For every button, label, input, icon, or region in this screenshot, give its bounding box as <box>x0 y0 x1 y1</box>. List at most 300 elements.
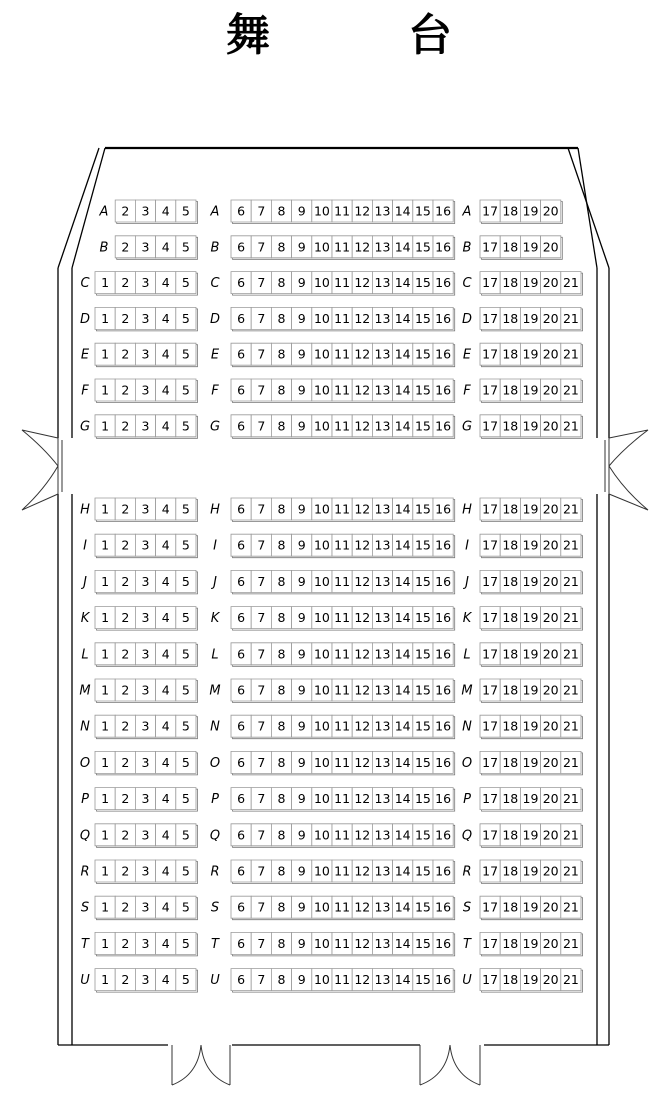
seat-F-11[interactable] <box>332 379 352 401</box>
seat-A-20[interactable] <box>541 200 561 222</box>
seat-G-16[interactable] <box>433 415 453 437</box>
seat-O-6[interactable] <box>231 751 251 773</box>
seat-M-20[interactable] <box>541 679 561 701</box>
seat-K-14[interactable] <box>393 607 413 629</box>
seat-B-17[interactable] <box>480 236 500 258</box>
seat-T-20[interactable] <box>541 932 561 954</box>
seat-O-4[interactable] <box>156 751 176 773</box>
seat-S-17[interactable] <box>480 896 500 918</box>
seat-U-13[interactable] <box>372 969 392 991</box>
seat-F-19[interactable] <box>520 379 540 401</box>
seat-S-7[interactable] <box>251 896 271 918</box>
seat-I-3[interactable] <box>135 534 155 556</box>
seat-K-13[interactable] <box>372 607 392 629</box>
seat-P-20[interactable] <box>541 788 561 810</box>
seat-K-16[interactable] <box>433 607 453 629</box>
seat-P-2[interactable] <box>115 788 135 810</box>
seat-O-3[interactable] <box>135 751 155 773</box>
seat-C-11[interactable] <box>332 272 352 294</box>
seat-N-10[interactable] <box>312 715 332 737</box>
seat-J-11[interactable] <box>332 570 352 592</box>
seat-D-18[interactable] <box>500 307 520 329</box>
seat-E-21[interactable] <box>561 343 581 365</box>
seat-B-6[interactable] <box>231 236 251 258</box>
seat-F-21[interactable] <box>561 379 581 401</box>
seat-E-12[interactable] <box>352 343 372 365</box>
seat-M-2[interactable] <box>115 679 135 701</box>
seat-M-16[interactable] <box>433 679 453 701</box>
seat-D-1[interactable] <box>95 307 115 329</box>
seat-S-16[interactable] <box>433 896 453 918</box>
seat-G-20[interactable] <box>541 415 561 437</box>
seat-I-6[interactable] <box>231 534 251 556</box>
seat-E-3[interactable] <box>135 343 155 365</box>
seat-O-7[interactable] <box>251 751 271 773</box>
seat-F-4[interactable] <box>156 379 176 401</box>
seat-A-4[interactable] <box>156 200 176 222</box>
seat-P-6[interactable] <box>231 788 251 810</box>
seat-D-17[interactable] <box>480 307 500 329</box>
seat-O-2[interactable] <box>115 751 135 773</box>
seat-R-6[interactable] <box>231 860 251 882</box>
seat-E-17[interactable] <box>480 343 500 365</box>
seat-S-8[interactable] <box>271 896 291 918</box>
seat-N-15[interactable] <box>413 715 433 737</box>
seat-I-12[interactable] <box>352 534 372 556</box>
seat-F-1[interactable] <box>95 379 115 401</box>
seat-F-16[interactable] <box>433 379 453 401</box>
seat-S-21[interactable] <box>561 896 581 918</box>
seat-D-9[interactable] <box>292 307 312 329</box>
seat-N-7[interactable] <box>251 715 271 737</box>
seat-F-8[interactable] <box>271 379 291 401</box>
seat-E-11[interactable] <box>332 343 352 365</box>
seat-I-13[interactable] <box>372 534 392 556</box>
seat-J-4[interactable] <box>156 570 176 592</box>
seat-C-3[interactable] <box>135 272 155 294</box>
seat-F-5[interactable] <box>176 379 196 401</box>
seat-J-18[interactable] <box>500 570 520 592</box>
seat-J-14[interactable] <box>393 570 413 592</box>
seat-F-3[interactable] <box>135 379 155 401</box>
seat-T-14[interactable] <box>393 932 413 954</box>
seat-H-12[interactable] <box>352 498 372 520</box>
seat-M-9[interactable] <box>292 679 312 701</box>
seat-A-9[interactable] <box>292 200 312 222</box>
seat-O-14[interactable] <box>393 751 413 773</box>
seat-E-6[interactable] <box>231 343 251 365</box>
seat-H-3[interactable] <box>135 498 155 520</box>
seat-E-8[interactable] <box>271 343 291 365</box>
seat-N-1[interactable] <box>95 715 115 737</box>
seat-M-6[interactable] <box>231 679 251 701</box>
seat-P-1[interactable] <box>95 788 115 810</box>
seat-P-4[interactable] <box>156 788 176 810</box>
seat-E-10[interactable] <box>312 343 332 365</box>
seat-E-4[interactable] <box>156 343 176 365</box>
seat-A-16[interactable] <box>433 200 453 222</box>
seat-R-3[interactable] <box>135 860 155 882</box>
seat-D-11[interactable] <box>332 307 352 329</box>
left-side-door[interactable] <box>22 430 62 510</box>
seat-R-10[interactable] <box>312 860 332 882</box>
seat-R-21[interactable] <box>561 860 581 882</box>
seat-I-20[interactable] <box>541 534 561 556</box>
seat-J-2[interactable] <box>115 570 135 592</box>
seat-L-6[interactable] <box>231 643 251 665</box>
seat-J-6[interactable] <box>231 570 251 592</box>
seat-S-2[interactable] <box>115 896 135 918</box>
seat-L-14[interactable] <box>393 643 413 665</box>
seat-T-10[interactable] <box>312 932 332 954</box>
seat-E-13[interactable] <box>372 343 392 365</box>
seat-P-3[interactable] <box>135 788 155 810</box>
seat-E-9[interactable] <box>292 343 312 365</box>
seat-A-14[interactable] <box>393 200 413 222</box>
seat-I-1[interactable] <box>95 534 115 556</box>
seat-P-16[interactable] <box>433 788 453 810</box>
seat-H-10[interactable] <box>312 498 332 520</box>
seat-N-6[interactable] <box>231 715 251 737</box>
seat-K-7[interactable] <box>251 607 271 629</box>
seat-U-3[interactable] <box>135 969 155 991</box>
seat-Q-9[interactable] <box>292 824 312 846</box>
seat-N-11[interactable] <box>332 715 352 737</box>
seat-T-16[interactable] <box>433 932 453 954</box>
seat-E-19[interactable] <box>520 343 540 365</box>
seat-M-18[interactable] <box>500 679 520 701</box>
seat-N-17[interactable] <box>480 715 500 737</box>
seat-T-15[interactable] <box>413 932 433 954</box>
seat-T-4[interactable] <box>156 932 176 954</box>
seat-H-8[interactable] <box>271 498 291 520</box>
seat-H-21[interactable] <box>561 498 581 520</box>
seat-T-13[interactable] <box>372 932 392 954</box>
seat-E-7[interactable] <box>251 343 271 365</box>
seat-K-9[interactable] <box>292 607 312 629</box>
seat-N-20[interactable] <box>541 715 561 737</box>
seat-E-16[interactable] <box>433 343 453 365</box>
seat-S-5[interactable] <box>176 896 196 918</box>
seat-I-4[interactable] <box>156 534 176 556</box>
seat-J-7[interactable] <box>251 570 271 592</box>
seat-H-7[interactable] <box>251 498 271 520</box>
seat-Q-11[interactable] <box>332 824 352 846</box>
seat-O-15[interactable] <box>413 751 433 773</box>
seat-K-15[interactable] <box>413 607 433 629</box>
seat-I-17[interactable] <box>480 534 500 556</box>
seat-H-19[interactable] <box>520 498 540 520</box>
seat-Q-17[interactable] <box>480 824 500 846</box>
seat-O-20[interactable] <box>541 751 561 773</box>
seat-P-21[interactable] <box>561 788 581 810</box>
seat-H-1[interactable] <box>95 498 115 520</box>
seat-Q-13[interactable] <box>372 824 392 846</box>
seat-L-3[interactable] <box>135 643 155 665</box>
seat-B-3[interactable] <box>135 236 155 258</box>
seat-C-5[interactable] <box>176 272 196 294</box>
seat-C-12[interactable] <box>352 272 372 294</box>
seat-U-17[interactable] <box>480 969 500 991</box>
seat-L-1[interactable] <box>95 643 115 665</box>
seat-J-1[interactable] <box>95 570 115 592</box>
seat-G-12[interactable] <box>352 415 372 437</box>
seat-F-2[interactable] <box>115 379 135 401</box>
seat-I-18[interactable] <box>500 534 520 556</box>
seat-S-6[interactable] <box>231 896 251 918</box>
seat-J-17[interactable] <box>480 570 500 592</box>
seat-K-10[interactable] <box>312 607 332 629</box>
seat-O-12[interactable] <box>352 751 372 773</box>
seat-J-10[interactable] <box>312 570 332 592</box>
seat-N-14[interactable] <box>393 715 413 737</box>
seat-N-21[interactable] <box>561 715 581 737</box>
seat-Q-21[interactable] <box>561 824 581 846</box>
seat-S-12[interactable] <box>352 896 372 918</box>
seat-S-13[interactable] <box>372 896 392 918</box>
seat-C-20[interactable] <box>541 272 561 294</box>
seat-C-2[interactable] <box>115 272 135 294</box>
seat-F-20[interactable] <box>541 379 561 401</box>
seat-O-11[interactable] <box>332 751 352 773</box>
seat-G-5[interactable] <box>176 415 196 437</box>
seat-M-19[interactable] <box>520 679 540 701</box>
seat-C-6[interactable] <box>231 272 251 294</box>
seat-D-5[interactable] <box>176 307 196 329</box>
seat-J-20[interactable] <box>541 570 561 592</box>
seat-O-19[interactable] <box>520 751 540 773</box>
seat-C-4[interactable] <box>156 272 176 294</box>
seat-L-4[interactable] <box>156 643 176 665</box>
seat-D-4[interactable] <box>156 307 176 329</box>
seat-P-18[interactable] <box>500 788 520 810</box>
seat-F-18[interactable] <box>500 379 520 401</box>
seat-L-5[interactable] <box>176 643 196 665</box>
seat-F-7[interactable] <box>251 379 271 401</box>
seat-N-5[interactable] <box>176 715 196 737</box>
seat-G-13[interactable] <box>372 415 392 437</box>
seat-O-8[interactable] <box>271 751 291 773</box>
seat-B-4[interactable] <box>156 236 176 258</box>
seat-T-3[interactable] <box>135 932 155 954</box>
seat-N-16[interactable] <box>433 715 453 737</box>
seat-C-16[interactable] <box>433 272 453 294</box>
seat-Q-3[interactable] <box>135 824 155 846</box>
seat-U-6[interactable] <box>231 969 251 991</box>
seat-F-13[interactable] <box>372 379 392 401</box>
seat-I-19[interactable] <box>520 534 540 556</box>
seat-C-8[interactable] <box>271 272 291 294</box>
seat-D-16[interactable] <box>433 307 453 329</box>
seat-J-9[interactable] <box>292 570 312 592</box>
seat-M-14[interactable] <box>393 679 413 701</box>
seat-D-20[interactable] <box>541 307 561 329</box>
seat-C-18[interactable] <box>500 272 520 294</box>
seat-G-9[interactable] <box>292 415 312 437</box>
seat-T-12[interactable] <box>352 932 372 954</box>
seat-G-14[interactable] <box>393 415 413 437</box>
seat-N-2[interactable] <box>115 715 135 737</box>
seat-L-17[interactable] <box>480 643 500 665</box>
seat-J-19[interactable] <box>520 570 540 592</box>
seat-I-15[interactable] <box>413 534 433 556</box>
seat-G-21[interactable] <box>561 415 581 437</box>
seat-G-7[interactable] <box>251 415 271 437</box>
seat-O-17[interactable] <box>480 751 500 773</box>
seat-A-15[interactable] <box>413 200 433 222</box>
seat-Q-4[interactable] <box>156 824 176 846</box>
seat-G-17[interactable] <box>480 415 500 437</box>
seat-K-4[interactable] <box>156 607 176 629</box>
seat-M-21[interactable] <box>561 679 581 701</box>
seat-Q-8[interactable] <box>271 824 291 846</box>
seat-P-7[interactable] <box>251 788 271 810</box>
seat-I-14[interactable] <box>393 534 413 556</box>
seat-S-1[interactable] <box>95 896 115 918</box>
seat-S-11[interactable] <box>332 896 352 918</box>
seat-H-11[interactable] <box>332 498 352 520</box>
seat-A-6[interactable] <box>231 200 251 222</box>
seat-H-5[interactable] <box>176 498 196 520</box>
seat-D-12[interactable] <box>352 307 372 329</box>
seat-A-2[interactable] <box>115 200 135 222</box>
seat-H-4[interactable] <box>156 498 176 520</box>
seat-K-1[interactable] <box>95 607 115 629</box>
seat-Q-1[interactable] <box>95 824 115 846</box>
seat-K-6[interactable] <box>231 607 251 629</box>
seat-K-8[interactable] <box>271 607 291 629</box>
seat-C-13[interactable] <box>372 272 392 294</box>
seat-N-13[interactable] <box>372 715 392 737</box>
seat-H-17[interactable] <box>480 498 500 520</box>
seat-Q-6[interactable] <box>231 824 251 846</box>
seat-F-12[interactable] <box>352 379 372 401</box>
seat-F-6[interactable] <box>231 379 251 401</box>
bottom-right-door[interactable] <box>420 1045 480 1085</box>
seat-G-3[interactable] <box>135 415 155 437</box>
seat-R-11[interactable] <box>332 860 352 882</box>
seat-T-2[interactable] <box>115 932 135 954</box>
seat-Q-18[interactable] <box>500 824 520 846</box>
seat-U-12[interactable] <box>352 969 372 991</box>
seat-F-15[interactable] <box>413 379 433 401</box>
seat-D-8[interactable] <box>271 307 291 329</box>
seat-U-10[interactable] <box>312 969 332 991</box>
seat-M-8[interactable] <box>271 679 291 701</box>
seat-Q-10[interactable] <box>312 824 332 846</box>
seat-T-18[interactable] <box>500 932 520 954</box>
seat-J-15[interactable] <box>413 570 433 592</box>
seat-E-1[interactable] <box>95 343 115 365</box>
seat-I-9[interactable] <box>292 534 312 556</box>
seat-U-15[interactable] <box>413 969 433 991</box>
seat-I-21[interactable] <box>561 534 581 556</box>
seat-M-17[interactable] <box>480 679 500 701</box>
seat-M-5[interactable] <box>176 679 196 701</box>
seat-H-6[interactable] <box>231 498 251 520</box>
seat-J-8[interactable] <box>271 570 291 592</box>
seat-E-15[interactable] <box>413 343 433 365</box>
seat-R-17[interactable] <box>480 860 500 882</box>
seat-P-5[interactable] <box>176 788 196 810</box>
seat-H-14[interactable] <box>393 498 413 520</box>
seat-N-4[interactable] <box>156 715 176 737</box>
seat-A-12[interactable] <box>352 200 372 222</box>
seat-B-2[interactable] <box>115 236 135 258</box>
seat-M-7[interactable] <box>251 679 271 701</box>
seat-L-20[interactable] <box>541 643 561 665</box>
seat-R-19[interactable] <box>520 860 540 882</box>
seat-I-2[interactable] <box>115 534 135 556</box>
seat-R-4[interactable] <box>156 860 176 882</box>
seat-I-8[interactable] <box>271 534 291 556</box>
seat-D-10[interactable] <box>312 307 332 329</box>
seat-B-14[interactable] <box>393 236 413 258</box>
seat-B-7[interactable] <box>251 236 271 258</box>
seat-B-19[interactable] <box>520 236 540 258</box>
seat-R-12[interactable] <box>352 860 372 882</box>
seat-J-21[interactable] <box>561 570 581 592</box>
seat-O-21[interactable] <box>561 751 581 773</box>
seat-T-17[interactable] <box>480 932 500 954</box>
seat-T-6[interactable] <box>231 932 251 954</box>
seat-D-13[interactable] <box>372 307 392 329</box>
seat-G-2[interactable] <box>115 415 135 437</box>
seat-Q-14[interactable] <box>393 824 413 846</box>
seat-B-8[interactable] <box>271 236 291 258</box>
seat-Q-20[interactable] <box>541 824 561 846</box>
seat-A-5[interactable] <box>176 200 196 222</box>
seat-J-12[interactable] <box>352 570 372 592</box>
seat-G-19[interactable] <box>520 415 540 437</box>
seat-U-20[interactable] <box>541 969 561 991</box>
seat-G-18[interactable] <box>500 415 520 437</box>
seat-A-19[interactable] <box>520 200 540 222</box>
seat-T-21[interactable] <box>561 932 581 954</box>
seat-B-10[interactable] <box>312 236 332 258</box>
seat-F-14[interactable] <box>393 379 413 401</box>
seat-R-14[interactable] <box>393 860 413 882</box>
seat-D-14[interactable] <box>393 307 413 329</box>
seat-T-7[interactable] <box>251 932 271 954</box>
seat-K-20[interactable] <box>541 607 561 629</box>
seat-B-20[interactable] <box>541 236 561 258</box>
seat-L-10[interactable] <box>312 643 332 665</box>
seat-U-7[interactable] <box>251 969 271 991</box>
seat-R-7[interactable] <box>251 860 271 882</box>
seat-I-10[interactable] <box>312 534 332 556</box>
seat-J-3[interactable] <box>135 570 155 592</box>
seat-U-16[interactable] <box>433 969 453 991</box>
seat-B-5[interactable] <box>176 236 196 258</box>
seat-F-17[interactable] <box>480 379 500 401</box>
seat-C-17[interactable] <box>480 272 500 294</box>
seat-K-3[interactable] <box>135 607 155 629</box>
seat-R-18[interactable] <box>500 860 520 882</box>
seat-U-14[interactable] <box>393 969 413 991</box>
seat-S-10[interactable] <box>312 896 332 918</box>
seat-O-18[interactable] <box>500 751 520 773</box>
seat-L-8[interactable] <box>271 643 291 665</box>
seat-D-7[interactable] <box>251 307 271 329</box>
seat-H-13[interactable] <box>372 498 392 520</box>
seat-I-11[interactable] <box>332 534 352 556</box>
seat-G-4[interactable] <box>156 415 176 437</box>
seat-O-9[interactable] <box>292 751 312 773</box>
seat-R-13[interactable] <box>372 860 392 882</box>
seat-T-5[interactable] <box>176 932 196 954</box>
seat-G-8[interactable] <box>271 415 291 437</box>
